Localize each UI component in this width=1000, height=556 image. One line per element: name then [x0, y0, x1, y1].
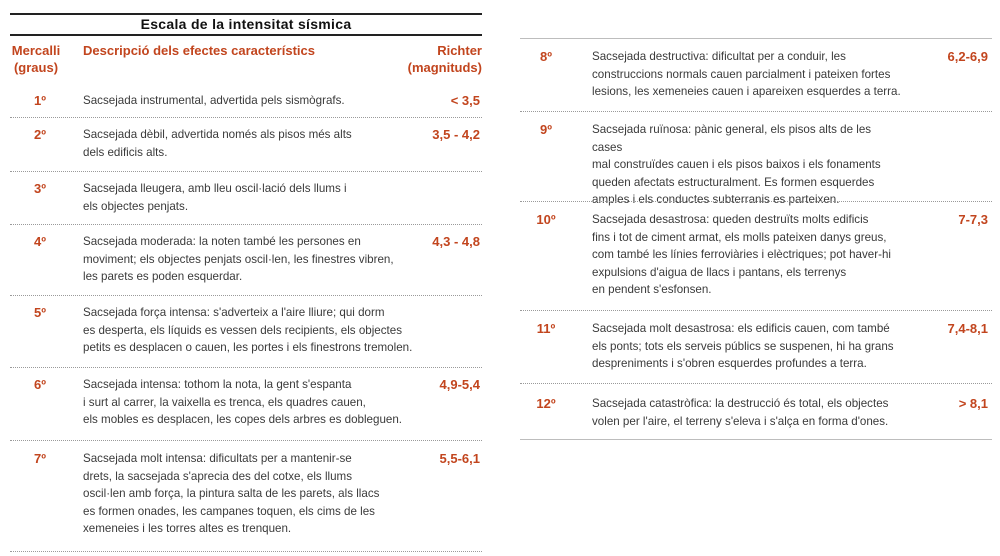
row-separator	[520, 310, 992, 311]
effect-description	[592, 211, 904, 299]
description-line: els mobles es desplacen, les copes dels arbres es dobleguen.	[83, 413, 403, 427]
description-line: drets, la sacsejada s'aprecia des del cotxe, els llums	[83, 469, 352, 483]
description-line: xemeneies i les torres altes es trenquen.	[83, 522, 292, 536]
mercalli-degree: 12º	[536, 396, 556, 411]
description-line: mal construïdes cauen i els pisos baixos i els fonaments	[592, 158, 881, 172]
richter-magnitude: 3,5 - 4,2	[432, 127, 480, 142]
description-line: en pendent s'esfonsen.	[592, 283, 712, 297]
description-line: lesions, les xemeneies cauen i apareixen esquerdes a terra.	[592, 85, 901, 99]
description-line: i surt al carrer, la vaixella es trenca, els quadres cauen,	[83, 395, 366, 409]
richter-magnitude: 6,2-6,9	[947, 49, 988, 64]
description-line: les parets es poden esquerdar.	[83, 270, 243, 284]
row-separator	[10, 367, 482, 368]
richter-magnitude: 5,5-6,1	[439, 451, 480, 466]
richter-magnitude: 7-7,3	[958, 212, 988, 227]
richter-magnitude: < 3,5	[450, 93, 480, 108]
row-separator	[520, 201, 992, 202]
effect-description	[83, 450, 413, 538]
effect-description	[592, 395, 904, 430]
description-line: construccions normals cauen parcialment i pateixen fortes	[592, 67, 891, 81]
description-line: despreniments i s'obren esquerdes profundes a terra.	[592, 357, 867, 371]
description-line: fins i tot de ciment armat, els molls pateixen danys greus,	[592, 230, 887, 244]
mercalli-degree: 8º	[540, 49, 552, 64]
header-mercalli-unit: (graus)	[13, 60, 59, 75]
effect-description	[83, 304, 423, 357]
description-line: es desperta, els líquids es vessen dels recipients, els objectes	[83, 323, 402, 337]
description-line: Sacsejada lleugera, amb lleu oscil·lació dels llums i	[83, 182, 347, 195]
richter-magnitude: > 8,1	[958, 396, 988, 411]
header-mercalli	[10, 42, 62, 76]
description-line: com també les línies ferroviàries i elèctriques; pot haver-hi	[592, 248, 891, 262]
row-separator	[10, 440, 482, 441]
description-line: moviment; els objectes penjats oscil·len, les finestres vibren,	[83, 252, 394, 266]
description-line: petits es desplacen o cauen, les portes i els finestrons tremolen.	[83, 341, 413, 355]
description-line: queden afectats estructuralment. Es formen esquerdes	[592, 175, 875, 189]
table-title: Escala de la intensitat sísmica	[10, 13, 482, 36]
description-line: Sacsejada força intensa: s'adverteix a l'aire lliure; qui dorm	[83, 306, 385, 319]
description-line: dels edificis alts.	[83, 145, 168, 159]
effect-description	[83, 92, 413, 110]
effect-description	[83, 376, 413, 429]
description-line: Sacsejada instrumental, advertida pels sismògrafs.	[83, 94, 345, 107]
header-description: Descripció dels efectes característics	[83, 43, 315, 58]
mercalli-degree: 3º	[34, 181, 46, 196]
mercalli-degree: 9º	[540, 122, 552, 137]
row-separator	[10, 551, 482, 552]
effect-description	[592, 48, 904, 101]
richter-magnitude: 4,3 - 4,8	[432, 234, 480, 249]
effect-description	[592, 320, 904, 373]
row-separator	[520, 111, 992, 112]
row-separator	[10, 295, 482, 296]
header-mercalli-label: Mercalli	[11, 43, 61, 58]
richter-magnitude: 7,4-8,1	[947, 321, 988, 336]
description-line: Sacsejada moderada: la noten també les persones en	[83, 235, 361, 248]
description-line: Sacsejada molt desastrosa: els edificis cauen, com també	[592, 322, 890, 335]
row-separator	[520, 383, 992, 384]
description-line: expulsions d'aigua de llacs i pantans, els terrenys	[592, 265, 847, 279]
description-line: Sacsejada catastròfica: la destrucció és total, els objectes	[592, 397, 889, 410]
row-separator	[10, 117, 482, 118]
row-separator	[10, 171, 482, 172]
mercalli-degree: 2º	[34, 127, 46, 142]
description-line: amples i els conductes subterranis es parteixen.	[592, 193, 840, 207]
effect-description	[83, 180, 413, 215]
mercalli-degree: 1º	[34, 93, 46, 108]
row-separator	[10, 224, 482, 225]
mercalli-degree: 10º	[536, 212, 556, 227]
description-line: Sacsejada intensa: tothom la nota, la gent s'espanta	[83, 378, 352, 391]
header-richter-label: Richter	[437, 43, 482, 58]
description-line: es formen onades, les campanes toquen, els cims de les	[83, 504, 375, 518]
description-line: Sacsejada molt intensa: dificultats per a mantenir-se	[83, 452, 352, 465]
header-richter	[408, 42, 482, 76]
richter-magnitude: 4,9-5,4	[439, 377, 480, 392]
effect-description	[592, 121, 904, 209]
mercalli-degree: 6º	[34, 377, 46, 392]
description-line: volen per l'aire, el terreny s'eleva i s'alça en forma d'ones.	[592, 414, 889, 428]
description-line: Sacsejada dèbil, advertida només als pisos més alts	[83, 128, 352, 141]
table-bottom-rule	[520, 439, 992, 440]
description-line: Sacsejada desastrosa: queden destruïts molts edificis	[592, 213, 869, 226]
description-line: els objectes penjats.	[83, 199, 189, 213]
mercalli-degree: 11º	[536, 321, 556, 336]
header-richter-unit: (magnituds)	[407, 60, 482, 75]
description-line: Sacsejada destructiva: dificultat per a conduir, les	[592, 50, 846, 63]
mercalli-degree: 4º	[34, 234, 46, 249]
mercalli-degree: 5º	[34, 305, 46, 320]
column-top-rule	[520, 38, 992, 39]
effect-description	[83, 233, 413, 286]
description-line: oscil·len amb força, la pintura salta de les parets, als llacs	[83, 487, 380, 501]
effect-description	[83, 126, 413, 161]
description-line: Sacsejada ruïnosa: pànic general, els pisos alts de les cases	[592, 123, 872, 154]
description-line: els ponts; tots els serveis públics se suspenen, hi ha grans	[592, 339, 894, 353]
mercalli-degree: 7º	[34, 451, 46, 466]
